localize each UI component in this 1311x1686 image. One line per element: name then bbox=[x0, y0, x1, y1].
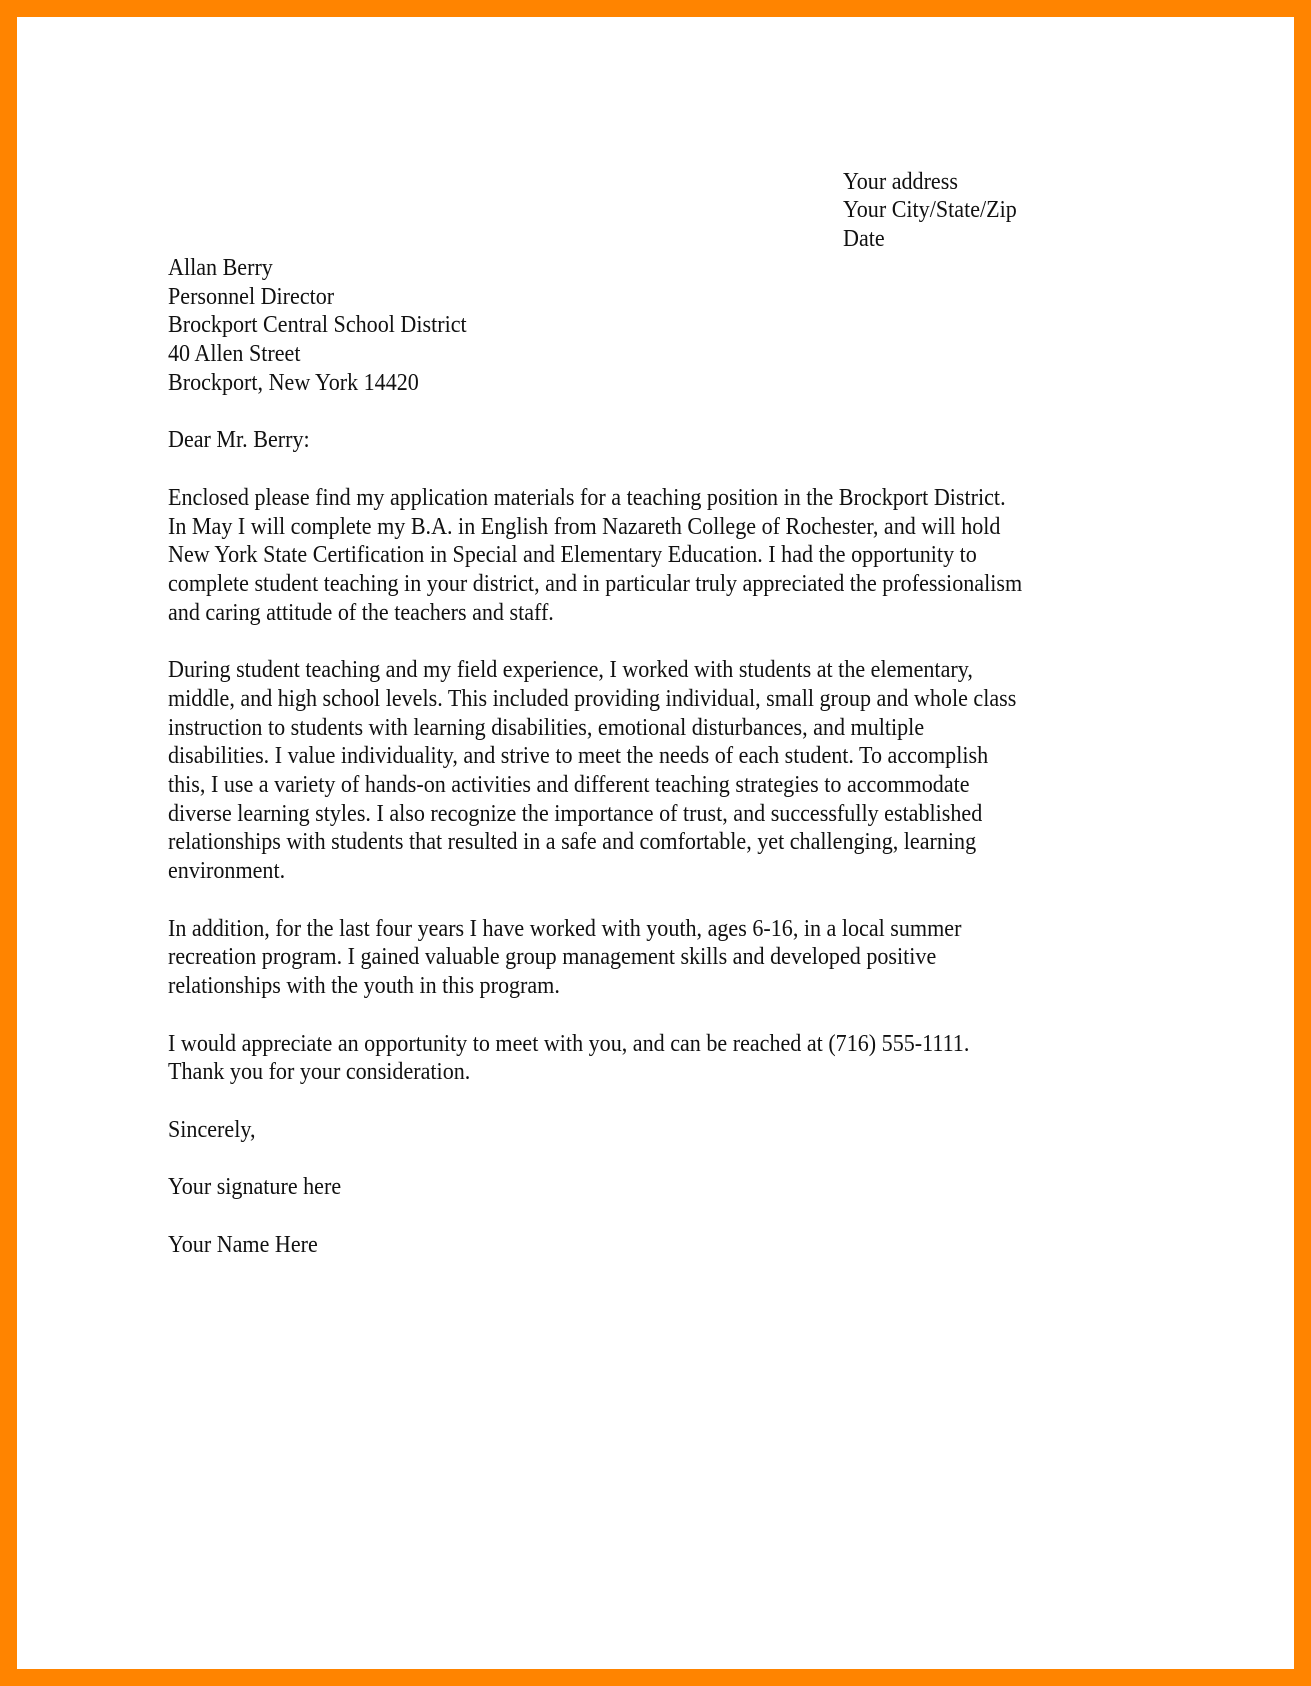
recipient-city-state-zip: Brockport, New York 14420 bbox=[168, 370, 419, 396]
paragraph-2-line: middle, and high school levels. This included providing individual, small group and whole class bbox=[168, 686, 1017, 712]
paragraph-4-line: Thank you for your consideration. bbox=[168, 1059, 471, 1085]
recipient-street: 40 Allen Street bbox=[168, 341, 301, 367]
sender-address: Your address bbox=[843, 169, 958, 195]
paragraph-3-line: relationships with the youth in this program. bbox=[168, 973, 560, 999]
paragraph-2-line: instruction to students with learning disabilities, emotional disturbances, and multiple bbox=[168, 715, 925, 741]
paragraph-3-line: In addition, for the last four years I have worked with youth, ages 6-16, in a local summer bbox=[168, 916, 962, 942]
paragraph-1-line: and caring attitude of the teachers and staff. bbox=[168, 600, 554, 626]
name-placeholder: Your Name Here bbox=[168, 1232, 318, 1258]
paragraph-1-line: In May I will complete my B.A. in English from Nazareth College of Rochester, and will hold bbox=[168, 514, 1001, 540]
letter-date: Date bbox=[843, 226, 885, 252]
paragraph-1-line: Enclosed please find my application materials for a teaching position in the Brockport District. bbox=[168, 485, 1006, 511]
paragraph-1-line: New York State Certification in Special and Elementary Education. I had the opportunity to bbox=[168, 542, 977, 568]
signature-placeholder: Your signature here bbox=[168, 1174, 342, 1200]
paragraph-2-line: this, I use a variety of hands-on activities and different teaching strategies to accommodate bbox=[168, 772, 970, 798]
paragraph-2-line: relationships with students that resulted in a safe and comfortable, yet challenging, learning bbox=[168, 829, 977, 855]
closing: Sincerely, bbox=[168, 1117, 256, 1143]
paragraph-3-line: recreation program. I gained valuable group management skills and developed positive bbox=[168, 944, 937, 970]
paragraph-2-line: diverse learning styles. I also recognize the importance of trust, and successfully established bbox=[168, 801, 983, 827]
paragraph-2-line: During student teaching and my field experience, I worked with students at the elementary, bbox=[168, 657, 973, 683]
recipient-title: Personnel Director bbox=[168, 284, 335, 310]
paragraph-1-line: complete student teaching in your district, and in particular truly appreciated the professionalism bbox=[168, 571, 1023, 597]
sender-city-state-zip: Your City/State/Zip bbox=[843, 197, 1017, 223]
paragraph-4-line: I would appreciate an opportunity to meet with you, and can be reached at (716) 555-1111. bbox=[168, 1031, 970, 1057]
paragraph-2-line: environment. bbox=[168, 858, 286, 884]
recipient-organization: Brockport Central School District bbox=[168, 312, 467, 338]
salutation: Dear Mr. Berry: bbox=[168, 427, 310, 453]
paragraph-2-line: disabilities. I value individuality, and strive to meet the needs of each student. To accomplish bbox=[168, 743, 989, 769]
recipient-name: Allan Berry bbox=[168, 255, 273, 281]
